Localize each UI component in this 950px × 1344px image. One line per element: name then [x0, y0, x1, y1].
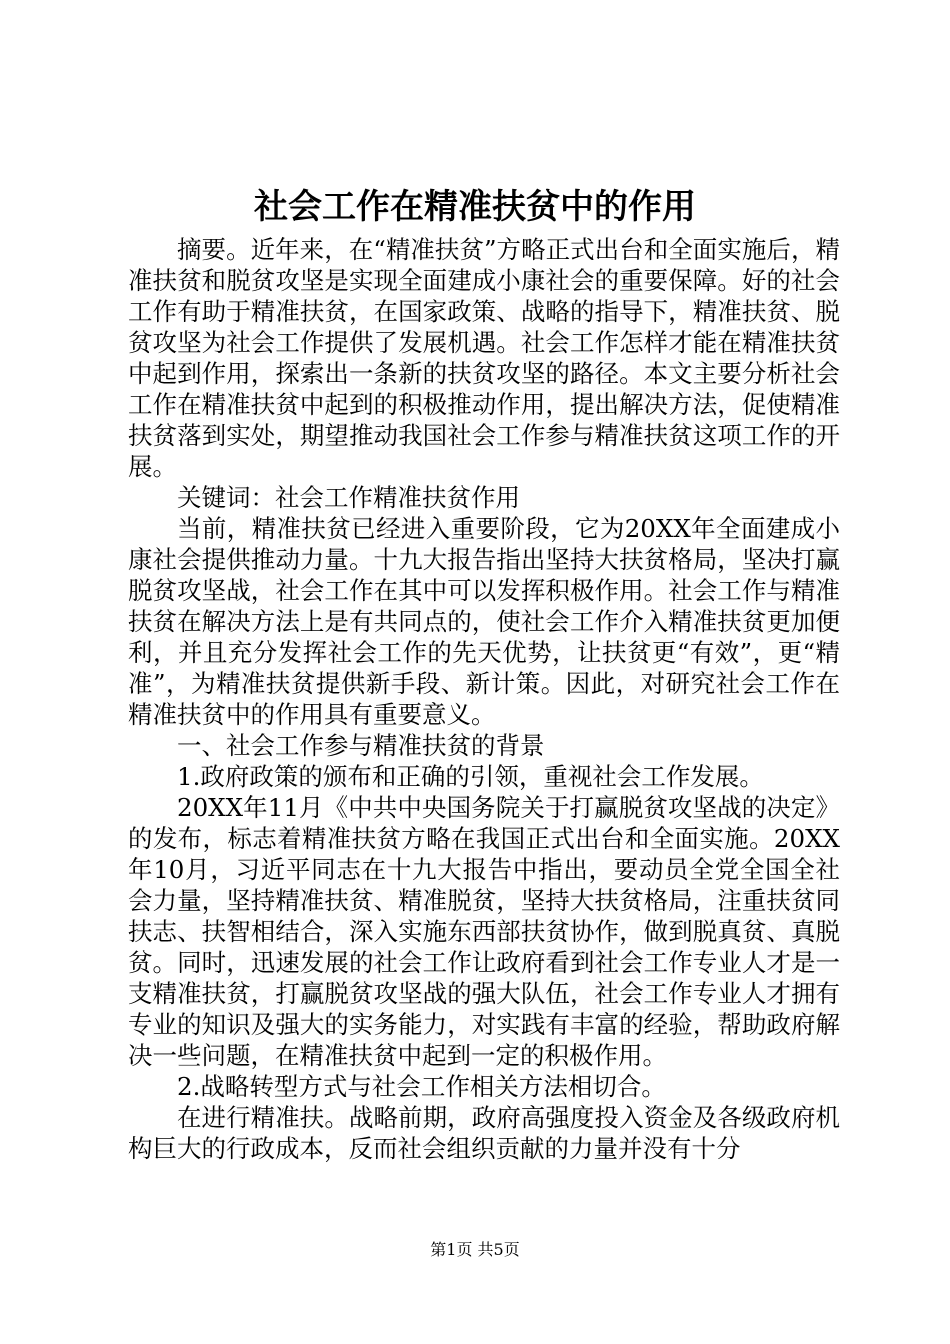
- page-footer: 第1页 共5页: [430, 1240, 520, 1259]
- keywords-paragraph: 关键词：社会工作精准扶贫作用: [177, 483, 520, 512]
- document-body: [128, 234, 840, 1164]
- section-heading: 一、社会工作参与精准扶贫的背景: [177, 731, 545, 760]
- body-paragraph: 20XX年11月《中共中央国务院关于打赢脱贫攻坚战的决定》的发布，标志着精准扶贫方略在我国正式出台和全面实施。20XX年10月，习近平同志在十九大报告中指出，要动员全党全国全社会力量，坚持精准扶贫、精准脱贫，坚持大扶贫格局，注重扶贫同扶志、扶智相结合，深入实施东西部扶贫协作，做到脱真贫、真脱贫。同时，迅速发展的社会工作让政府看到社会工作专业人才是一支精准扶贫，打赢脱贫攻坚战的强大队伍，社会工作专业人才拥有专业的知识及强大的实务能力，对实践有丰富的经验，帮助政府解决一些问题，在精准扶贫中起到一定的积极作用。: [128, 793, 840, 1070]
- document-title: 社会工作在精准扶贫中的作用: [254, 187, 696, 227]
- body-paragraph: 在进行精准扶。战略前期，政府高强度投入资金及各级政府机构巨大的行政成本，反而社会组织贡献的力量并没有十分: [128, 1103, 840, 1163]
- subsection-heading: 2.战略转型方式与社会工作相关方法相切合。: [177, 1072, 666, 1101]
- intro-paragraph: 当前，精准扶贫已经进入重要阶段，它为20XX年全面建成小康社会提供推动力量。十九大报告指出坚持大扶贫格局，坚决打赢脱贫攻坚战，社会工作在其中可以发挥积极作用。社会工作与精准扶贫在解决方法上是有共同点的，使社会工作介入精准扶贫更加便利，并且充分发挥社会工作的先天优势，让扶贫更“有效”，更“精准”，为精准扶贫提供新手段、新计策。因此，对研究社会工作在精准扶贫中的作用具有重要意义。: [128, 514, 840, 729]
- subsection-heading: 1.政府政策的颁布和正确的引领，重视社会工作发展。: [177, 762, 764, 791]
- abstract-paragraph: 摘要。近年来，在“精准扶贫”方略正式出台和全面实施后，精准扶贫和脱贫攻坚是实现全面建成小康社会的重要保障。好的社会工作有助于精准扶贫，在国家政策、战略的指导下，精准扶贫、脱贫攻坚为社会工作提供了发展机遇。社会工作怎样才能在精准扶贫中起到作用，探索出一条新的扶贫攻坚的路径。本文主要分析社会工作在精准扶贫中起到的积极推动作用，提出解决方法，促使精准扶贫落到实处，期望推动我国社会工作参与精准扶贫这项工作的开展。: [128, 235, 840, 481]
